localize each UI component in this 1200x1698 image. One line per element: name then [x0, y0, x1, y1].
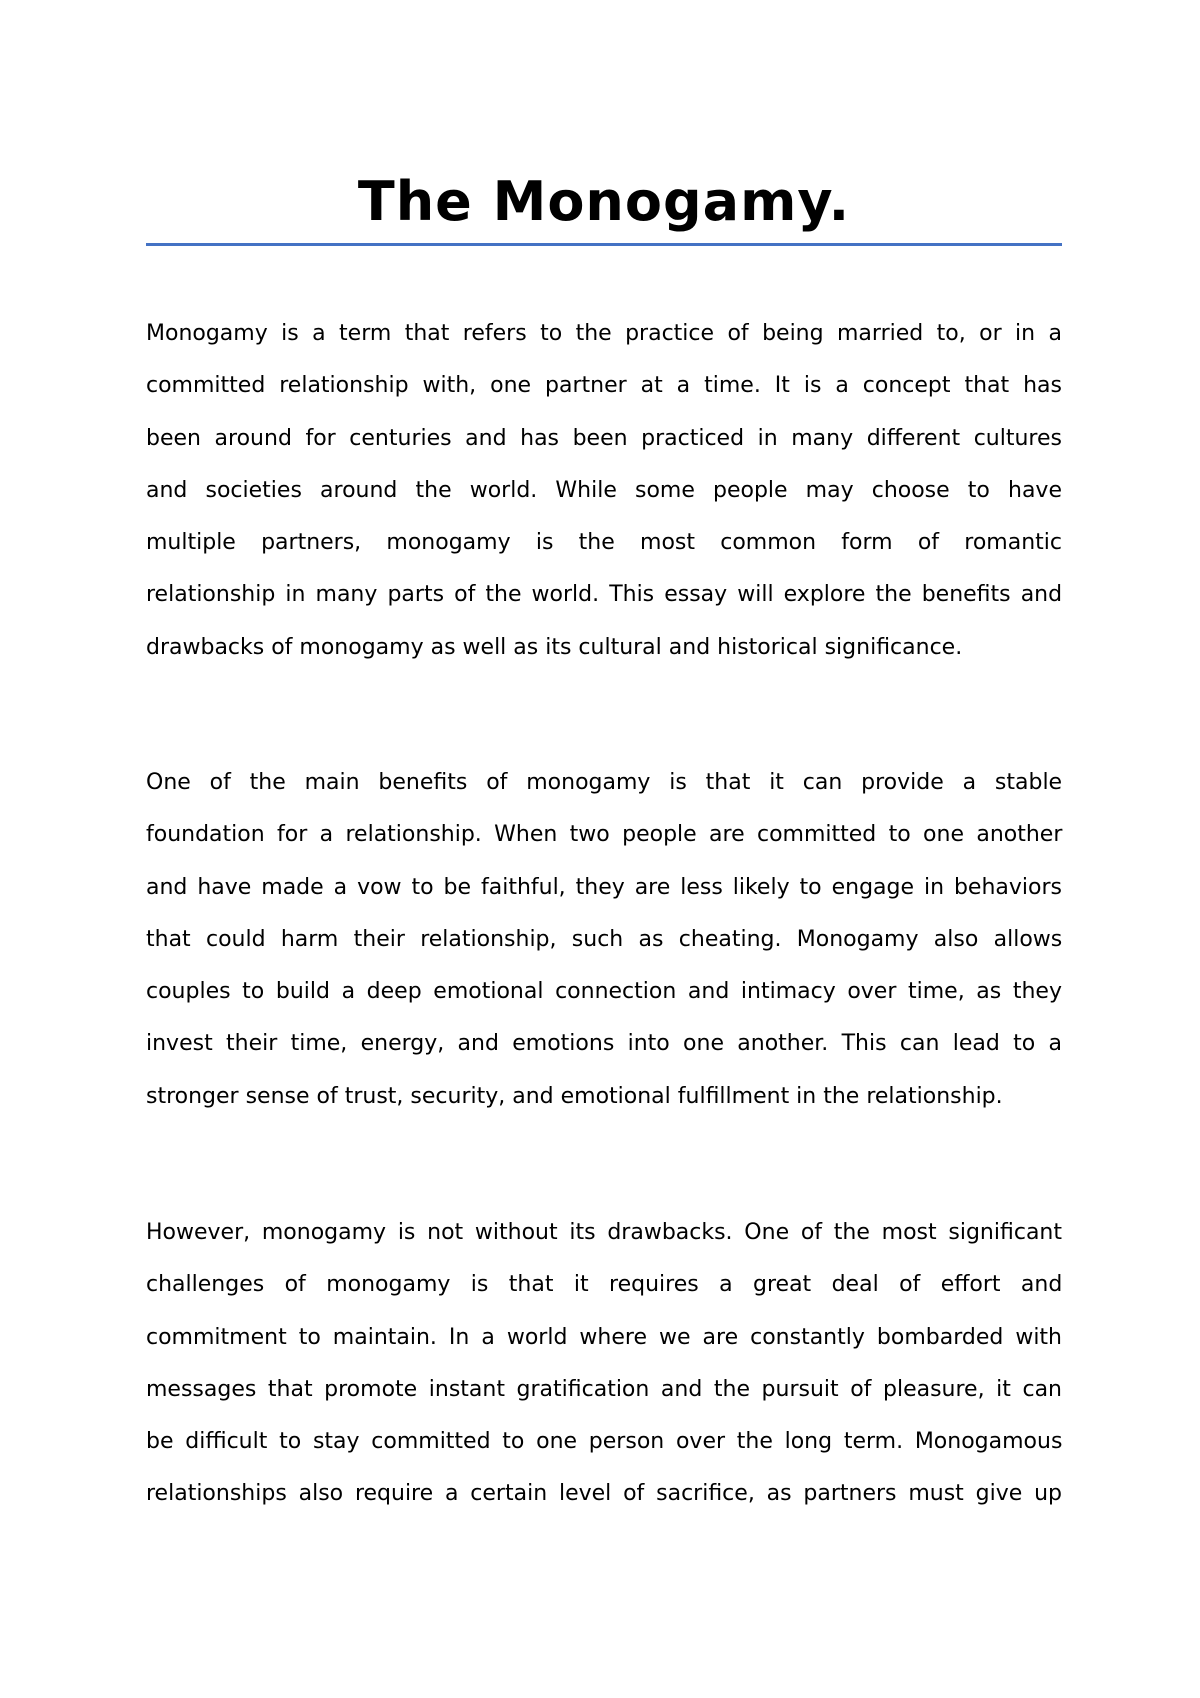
text-line: relationship in many parts of the world. This essay will explore the benefits and — [146, 582, 1063, 608]
text-line: drawbacks of monogamy as well as its cultural and historical significance. — [146, 634, 963, 660]
text-line: Monogamy is a term that refers to the practice of being married to, or in a — [146, 321, 1062, 346]
document-title: The Monogamy. — [357, 170, 851, 233]
text-line: commitment to maintain. In a world where we are constantly bombarded with — [146, 1324, 1062, 1350]
text-line: One of the main benefits of monogamy is that it can provide a stable — [146, 770, 1063, 795]
text-line: relationships also require a certain level of sacrifice, as partners must give up — [146, 1481, 1062, 1507]
text-line: and societies around the world. While some people may choose to have — [146, 477, 1062, 503]
text-line: invest their time, energy, and emotions into one another. This can lead to a — [146, 1031, 1062, 1057]
text-line: be difficult to stay committed to one person over the long term. Monogamous — [146, 1429, 1063, 1455]
paragraph-drawbacks — [146, 1207, 1062, 1521]
paragraph-intro — [146, 308, 1062, 674]
text-line: committed relationship with, one partner at a time. It is a concept that has — [146, 373, 1062, 399]
text-line: and have made a vow to be faithful, they are less likely to engage in behaviors — [146, 874, 1062, 900]
paragraph-benefits — [146, 757, 1062, 1123]
text-line: stronger sense of trust, security, and emotional fulfillment in the relationship. — [146, 1083, 1003, 1109]
text-line: that could harm their relationship, such as cheating. Monogamy also allows — [146, 926, 1063, 952]
text-line: challenges of monogamy is that it requires a great deal of effort and — [146, 1272, 1063, 1298]
text-line: However, monogamy is not without its drawbacks. One of the most significant — [146, 1220, 1062, 1245]
title-underline — [146, 243, 1062, 246]
text-line: messages that promote instant gratification and the pursuit of pleasure, it can — [146, 1376, 1062, 1402]
text-line: couples to build a deep emotional connection and intimacy over time, as they — [146, 979, 1062, 1005]
text-line: multiple partners, monogamy is the most common form of romantic — [146, 530, 1062, 556]
text-line: been around for centuries and has been practiced in many different cultures — [146, 425, 1062, 451]
text-line: foundation for a relationship. When two people are committed to one another — [146, 822, 1063, 848]
